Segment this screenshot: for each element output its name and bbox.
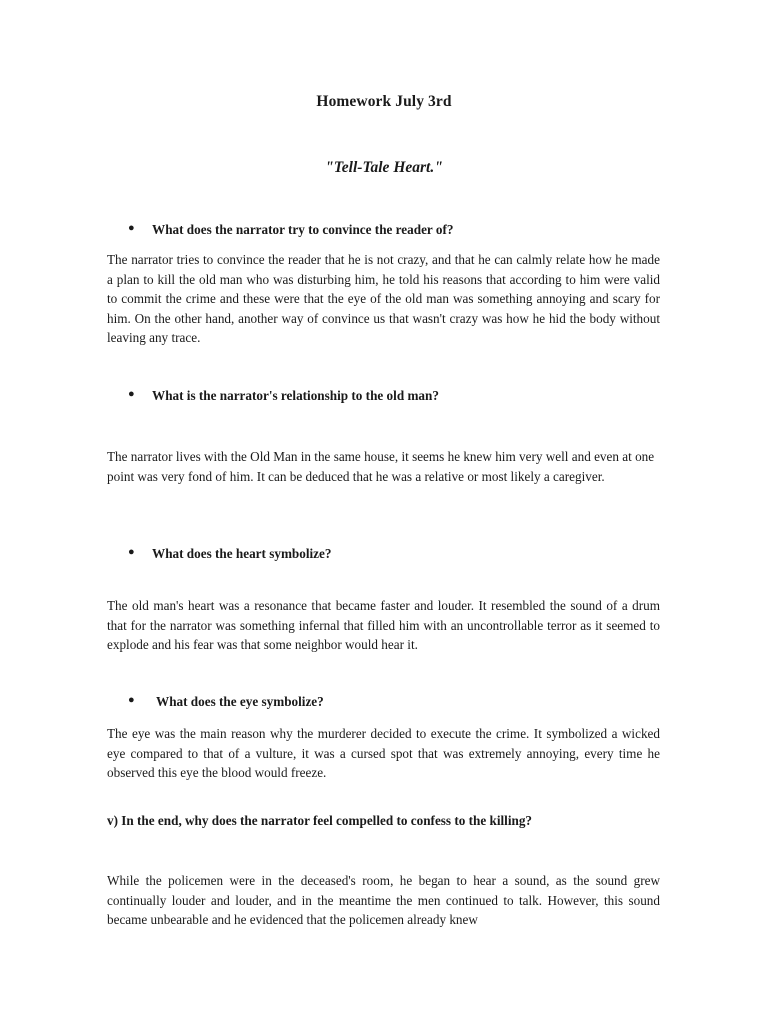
answer-2: The narrator lives with the Old Man in the same house, it seems he knew him very well and even at one point was very fond of him. It can be deduced that he was a relative or most likely a caregiver. bbox=[107, 449, 655, 484]
question-3-text: What does the heart symbolize? bbox=[152, 546, 332, 561]
answer-1: The narrator tries to convince the reader that he is not crazy, and that he can calmly relate how he made a plan to kill the old man who was disturbing him, he told his reasons that according to him were valid to commit the crime and these were that the eye of the old man was something annoying and scary for him. On the other hand, another way of convince us that wasn't crazy was how he hid the body without leaving any trace. bbox=[107, 252, 660, 345]
story-title: "Tell-Tale Heart." bbox=[325, 159, 443, 176]
answer-5: While the policemen were in the deceased's room, he began to hear a sound, as the sound grew continually louder and louder, and in the meantime the men continued to talk. However, this sound became unbearable and he evidenced that the policemen already knew bbox=[107, 873, 660, 927]
bullet-icon: ● bbox=[128, 388, 135, 400]
answer-4: The eye was the main reason why the murderer decided to execute the crime. It symbolized a wicked eye compared to that of a vulture, it was a cursed spot that was extremely annoying, every time he observed this eye the blood would freeze. bbox=[107, 726, 660, 780]
answer-3: The old man's heart was a resonance that became faster and louder. It resembled the sound of a drum that for the narrator was something infernal that filled him with an uncontrollable terror as it seemed to explode and his fear was that some neighbor would hear it. bbox=[107, 598, 660, 652]
question-5: v) In the end, why does the narrator feel compelled to confess to the killing? bbox=[107, 813, 533, 828]
bullet-icon: ● bbox=[128, 546, 135, 558]
bullet-icon: ● bbox=[128, 694, 135, 706]
question-4-text: What does the eye symbolize? bbox=[156, 694, 324, 709]
question-2-text: What is the narrator's relationship to the old man? bbox=[152, 388, 439, 403]
bullet-icon: ● bbox=[128, 222, 135, 234]
page-title: Homework July 3rd bbox=[316, 93, 452, 110]
question-1-text: What does the narrator try to convince the reader of? bbox=[152, 222, 454, 237]
